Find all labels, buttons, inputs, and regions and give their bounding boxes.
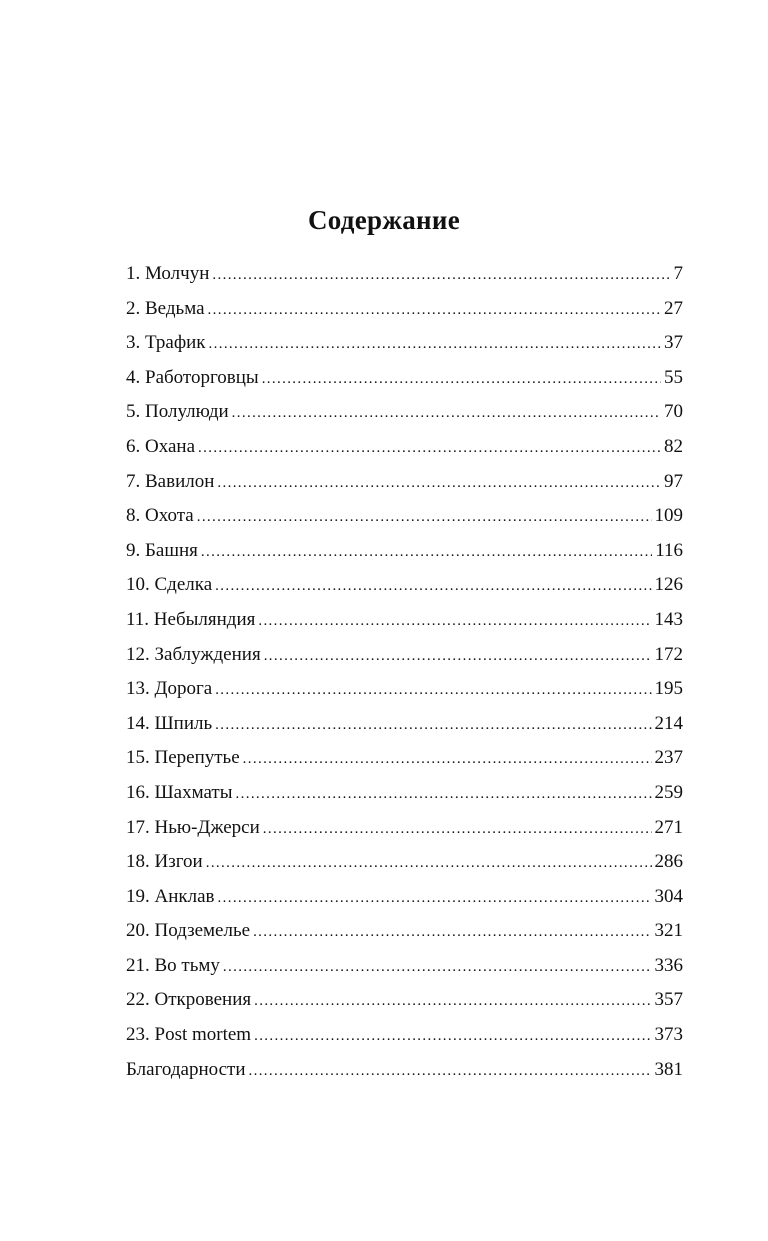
toc-entry-label: Благодарности	[126, 1058, 246, 1080]
toc-entry-page: 172	[654, 643, 683, 665]
toc-entry-label: 9. Башня	[126, 539, 198, 561]
toc-entry-page: 336	[654, 954, 683, 976]
toc-dot-leader	[223, 950, 652, 985]
toc-dot-leader	[208, 293, 661, 328]
toc-dot-leader	[254, 984, 651, 1019]
toc-dot-leader	[197, 500, 652, 535]
toc-entry-page: 143	[654, 608, 683, 630]
toc-dot-leader	[206, 846, 652, 881]
toc-dot-leader	[232, 396, 661, 431]
toc-entry-page: 271	[654, 816, 683, 838]
toc-entry-label: 23. Post mortem	[126, 1024, 252, 1046]
toc-entry-label: 2. Ведьма	[126, 297, 205, 319]
toc-entry-page: 82	[664, 435, 683, 457]
toc-dot-leader	[258, 604, 651, 639]
toc-entry-page: 373	[654, 1024, 683, 1046]
toc-entry-page: 357	[654, 989, 683, 1011]
toc-entry	[126, 811, 683, 846]
toc-entry-page: 116	[655, 539, 683, 561]
toc-entry-page: 195	[654, 678, 683, 700]
toc-entry-label: 14. Шпиль	[126, 712, 213, 734]
toc-dot-leader	[215, 569, 651, 604]
toc-entry-page: 37	[664, 332, 683, 354]
toc-entry	[126, 395, 683, 430]
toc-entry-label: 3. Трафик	[126, 332, 206, 354]
toc-entry	[126, 776, 683, 811]
toc-entry-page: 237	[654, 747, 683, 769]
toc-entry	[126, 845, 683, 880]
toc-dot-leader	[212, 258, 670, 293]
toc-entry-label: 8. Охота	[126, 505, 194, 527]
toc-entry	[126, 568, 683, 603]
toc-entry-label: 11. Небыляндия	[126, 608, 256, 630]
toc-entry-label: 17. Нью-Джерси	[126, 816, 260, 838]
toc-dot-leader	[264, 639, 652, 674]
toc-entry	[126, 326, 683, 361]
toc-entry-label: 21. Во тьму	[126, 954, 220, 976]
toc-entry-page: 109	[654, 505, 683, 527]
toc-entry	[126, 430, 683, 465]
toc-entry-page: 259	[654, 781, 683, 803]
toc-dot-leader	[243, 742, 652, 777]
toc-entry-label: 7. Вавилон	[126, 470, 215, 492]
toc-entry-page: 55	[664, 366, 683, 388]
toc-entry	[126, 603, 683, 638]
toc-entry-label: 15. Перепутье	[126, 747, 240, 769]
toc-dot-leader	[218, 881, 652, 916]
toc-entry-page: 321	[654, 920, 683, 942]
toc-entry	[126, 949, 683, 984]
toc-entry	[126, 983, 683, 1018]
toc-dot-leader	[198, 431, 661, 466]
toc-entry-page: 286	[654, 851, 683, 873]
toc-dot-leader	[236, 777, 652, 812]
toc-entry-label: 6. Охана	[126, 435, 196, 457]
toc-entry-page: 27	[664, 297, 683, 319]
toc-dot-leader	[209, 327, 661, 362]
toc-entry-label: 1. Молчун	[126, 263, 210, 284]
toc-entry-label: 19. Анклав	[126, 885, 215, 907]
toc-entry	[126, 1018, 683, 1053]
toc-dot-leader	[253, 915, 651, 950]
toc-entry-page: 70	[664, 401, 683, 423]
toc-entry	[126, 914, 683, 949]
toc-entry	[126, 1053, 683, 1088]
toc-dot-leader	[262, 362, 661, 397]
toc-dot-leader	[215, 673, 651, 708]
toc-entry-label: 22. Откровения	[126, 989, 252, 1011]
toc-entry	[126, 499, 683, 534]
toc-entry-page: 381	[654, 1058, 683, 1080]
toc-entry-label: 20. Подземелье	[126, 920, 251, 942]
toc-entry-label: 4. Работорговцы	[126, 366, 259, 388]
toc-entry	[126, 672, 683, 707]
toc-title: Содержание	[307, 205, 461, 235]
toc-entry-page: 214	[654, 712, 683, 734]
toc-entry-label: 13. Дорога	[126, 678, 213, 700]
toc-entry	[126, 257, 683, 292]
toc-entry-page: 7	[673, 263, 683, 284]
toc-dot-leader	[254, 1019, 651, 1054]
toc-entry-label: 12. Заблуждения	[126, 643, 261, 665]
toc-entry-label: 18. Изгои	[126, 851, 203, 873]
toc-entry	[126, 361, 683, 396]
toc-entry-label: 10. Сделка	[126, 574, 213, 596]
toc-dot-leader	[215, 708, 651, 743]
toc-entry-page: 126	[654, 574, 683, 596]
toc-dot-leader	[217, 466, 661, 501]
toc-entry-label: 16. Шахматы	[126, 781, 233, 803]
toc-list	[126, 257, 683, 1087]
toc-entry-page: 304	[654, 885, 683, 907]
toc-entry	[126, 534, 683, 569]
toc-dot-leader	[263, 812, 652, 847]
toc-entry-label: 5. Полулюди	[126, 401, 229, 423]
toc-dot-leader	[201, 535, 652, 570]
toc-entry	[126, 465, 683, 500]
toc-entry	[126, 880, 683, 915]
toc-entry	[126, 707, 683, 742]
toc-entry-page: 97	[664, 470, 683, 492]
toc-dot-leader	[249, 1054, 652, 1089]
toc-entry	[126, 741, 683, 776]
toc-entry	[126, 292, 683, 327]
toc-entry	[126, 638, 683, 673]
